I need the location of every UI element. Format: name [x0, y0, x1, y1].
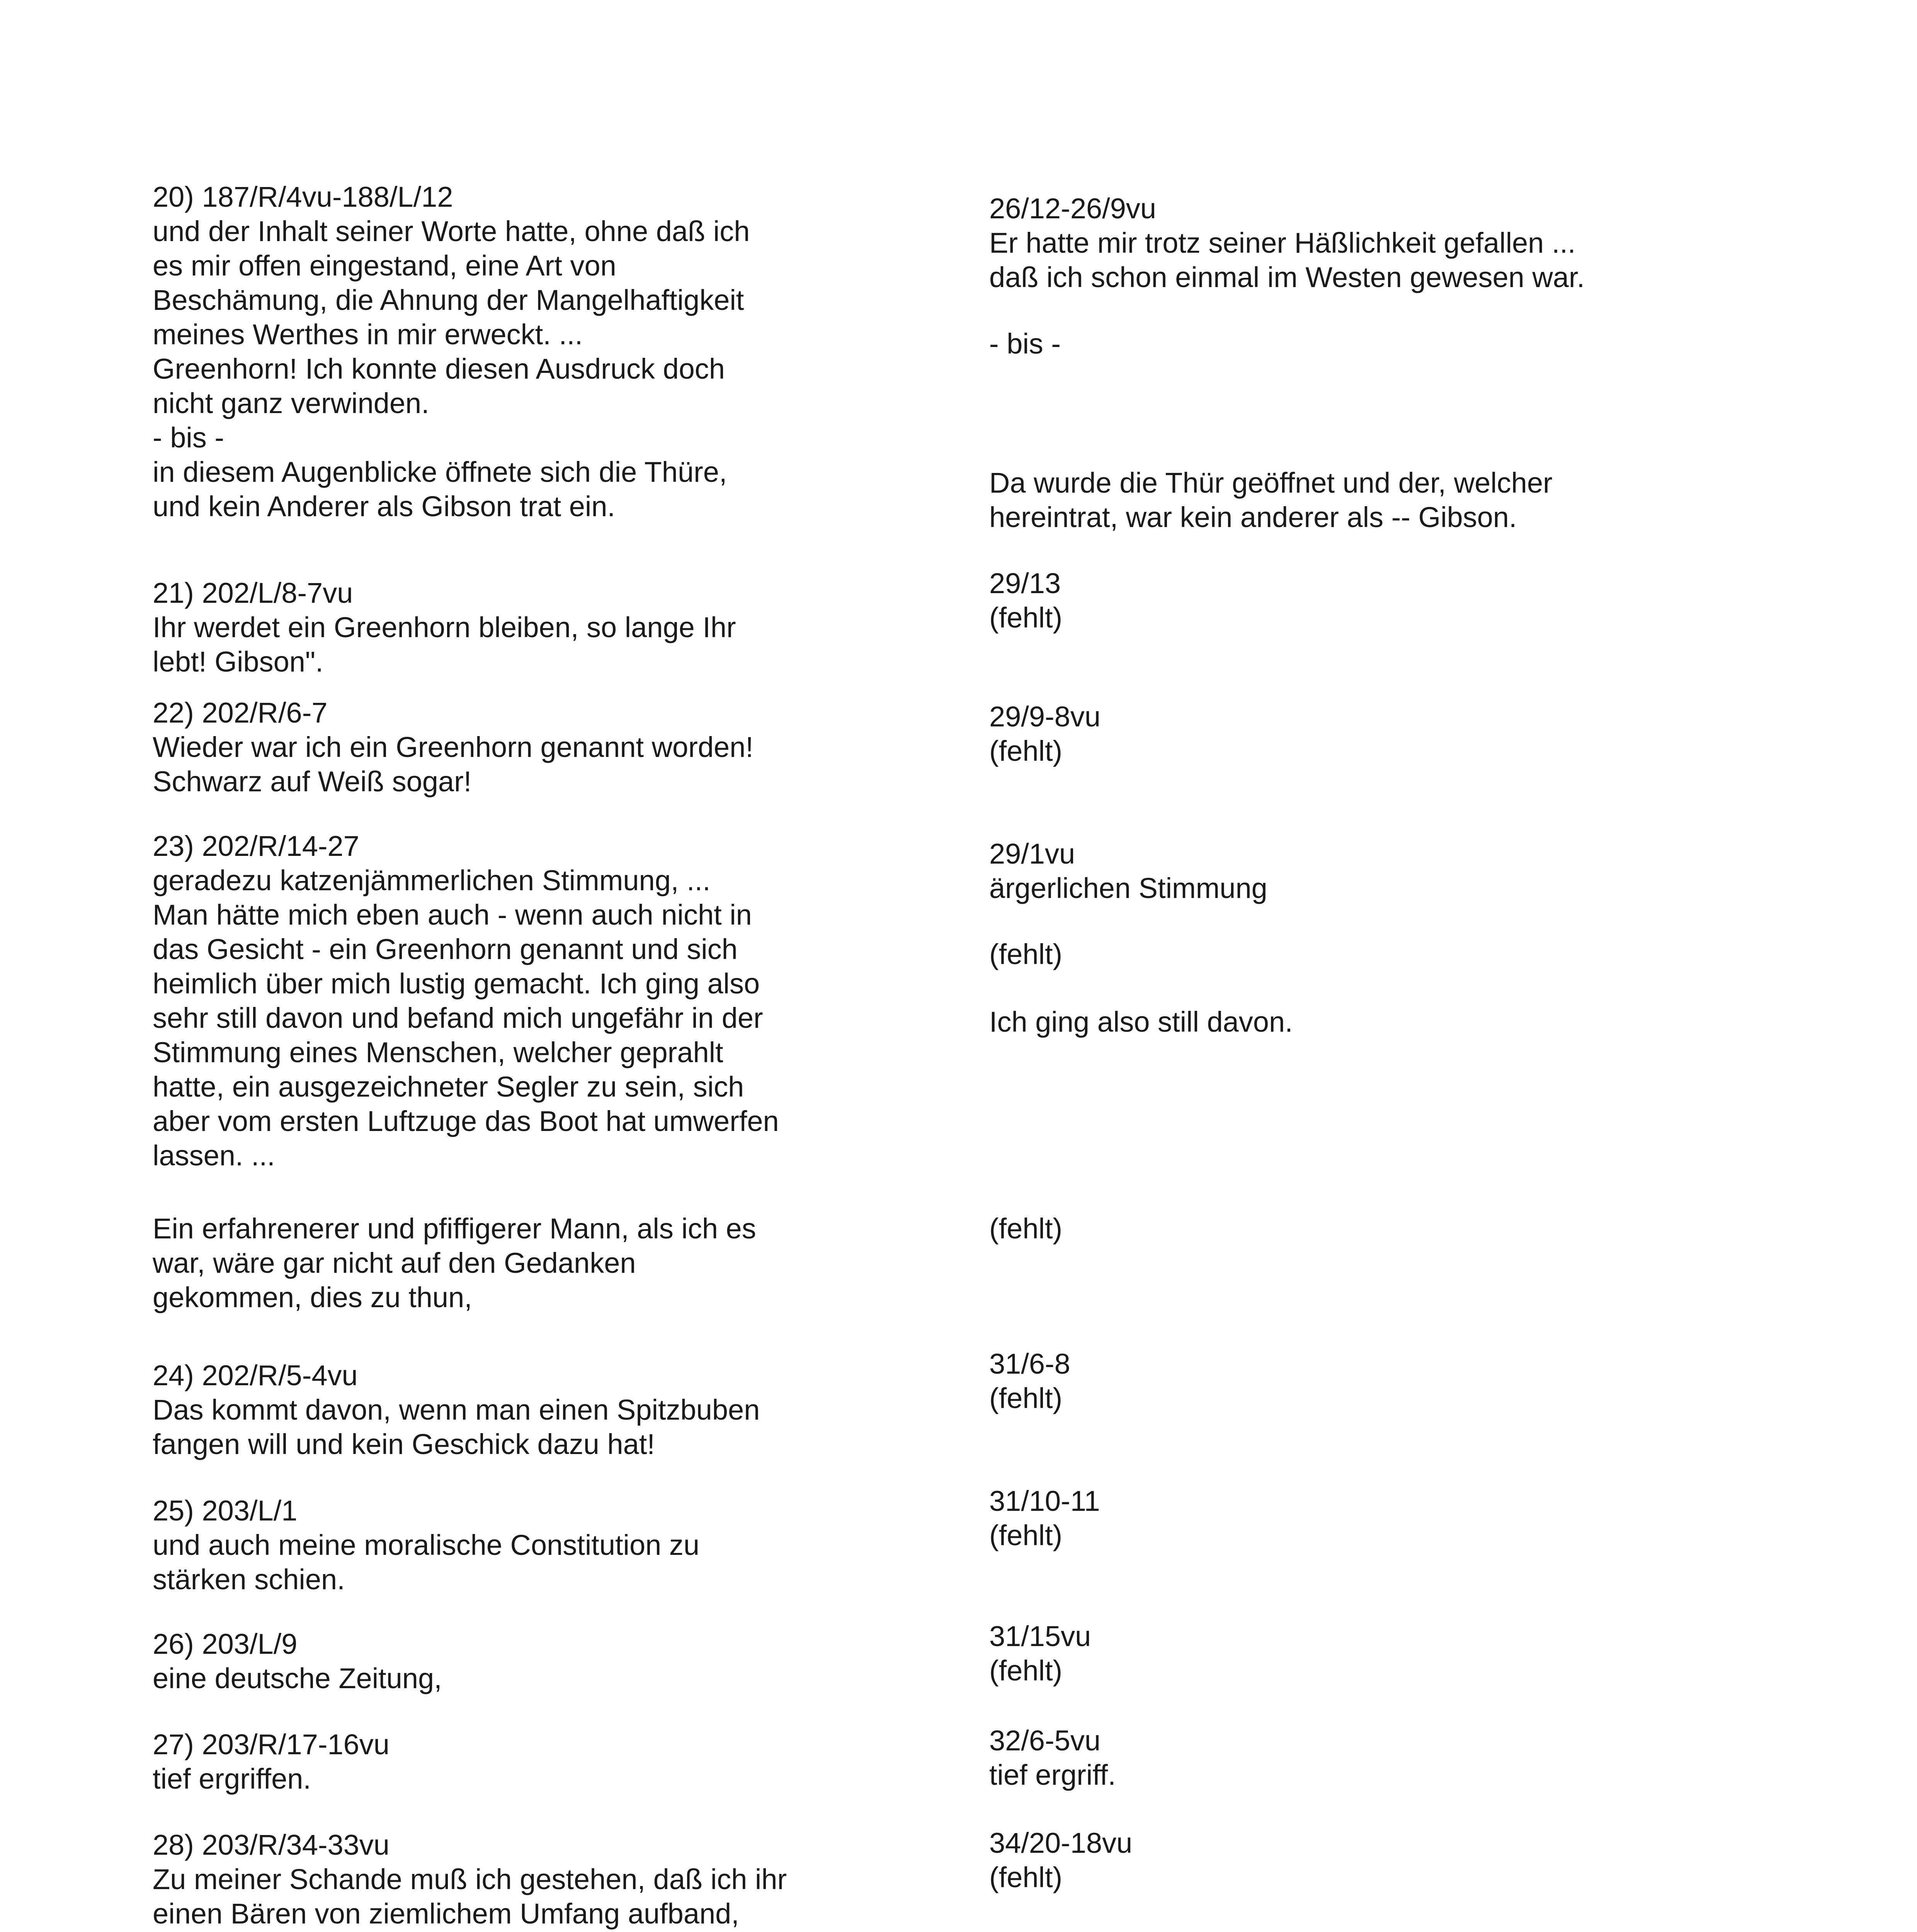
entry-27-original: 27) 203/R/17-16vu tief ergriffen. [153, 1728, 390, 1795]
entry-23-original: 23) 202/R/14-27 geradezu katzenjämmerlichen Stimmung, ... Man hätte mich eben auch - wenn auch nicht in das Gesicht - ein Greenhorn genannt und sich heimlich über mich lustig gemacht. Ich ging also sehr still davon und befand mich ungefähr in der Stimmung eines Menschen, welcher geprahlt hatte, ein ausgezeichneter Segler zu sein, sich aber vom ersten Luftzuge das Boot hat umwerfen lassen. ... [153, 830, 779, 1172]
entry-22-original: 22) 202/R/6-7 Wieder war ich ein Greenhorn genannt worden! Schwarz auf Weiß sogar! [153, 697, 754, 798]
entry-25-original: 25) 203/L/1 und auch meine moralische Constitution zu stärken schien. [153, 1495, 699, 1595]
entry-24-revised: 31/6-8 (fehlt) [989, 1348, 1070, 1414]
entry-20-original: 20) 187/R/4vu-188/L/12 und der Inhalt seiner Worte hatte, ohne daß ich es mir offen eingestand, eine Art von Beschämung, die Ahnung der Mangelhaftigkeit meines Werthes in mir erweckt. ... Greenhorn! Ich konnte diesen Ausdruck doch nicht ganz verwinden. - bis - in diesem Augenblicke öffnete sich die Thüre, und kein Anderer als Gibson trat ein. [153, 181, 750, 522]
entry-23-original-continued: Ein erfahrenerer und pfiffigerer Mann, als ich es war, wäre gar nicht auf den Gedanken gekommen, dies zu thun, [153, 1213, 756, 1313]
entry-23-revised-missing: (fehlt) [989, 938, 1063, 970]
entry-23-revised-missing-2: (fehlt) [989, 1213, 1063, 1245]
entry-28-revised: 34/20-18vu (fehlt) [989, 1827, 1133, 1893]
entry-24-original: 24) 202/R/5-4vu Das kommt davon, wenn man einen Spitzbuben fangen will und kein Geschick dazu hat! [153, 1359, 760, 1460]
entry-21-revised: 29/13 (fehlt) [989, 567, 1063, 634]
entry-26-original: 26) 203/L/9 eine deutsche Zeitung, [153, 1628, 442, 1694]
entry-25-revised: 31/10-11 (fehlt) [989, 1485, 1100, 1551]
entry-20-revised-bis: - bis - [989, 328, 1061, 360]
entry-23-revised-text: Ich ging also still davon. [989, 1006, 1293, 1038]
entry-21-original: 21) 202/L/8-7vu Ihr werdet ein Greenhorn bleiben, so lange Ihr lebt! Gibson". [153, 577, 736, 678]
entry-26-revised: 31/15vu (fehlt) [989, 1620, 1091, 1687]
entry-27-revised: 32/6-5vu tief ergriff. [989, 1725, 1116, 1791]
entry-20-revised-end: Da wurde die Thür geöffnet und der, welcher hereintrat, war kein anderer als -- Gibson. [989, 467, 1553, 533]
entry-28-original: 28) 203/R/34-33vu Zu meiner Schande muß ich gestehen, daß ich ihr einen Bären von ziemlichem Umfang aufband, [153, 1829, 787, 1930]
entry-20-revised: 26/12-26/9vu Er hatte mir trotz seiner Häßlichkeit gefallen ... daß ich schon einmal im Westen gewesen war. [989, 192, 1585, 293]
entry-22-revised: 29/9-8vu (fehlt) [989, 701, 1101, 767]
entry-23-revised: 29/1vu ärgerlichen Stimmung [989, 838, 1267, 904]
